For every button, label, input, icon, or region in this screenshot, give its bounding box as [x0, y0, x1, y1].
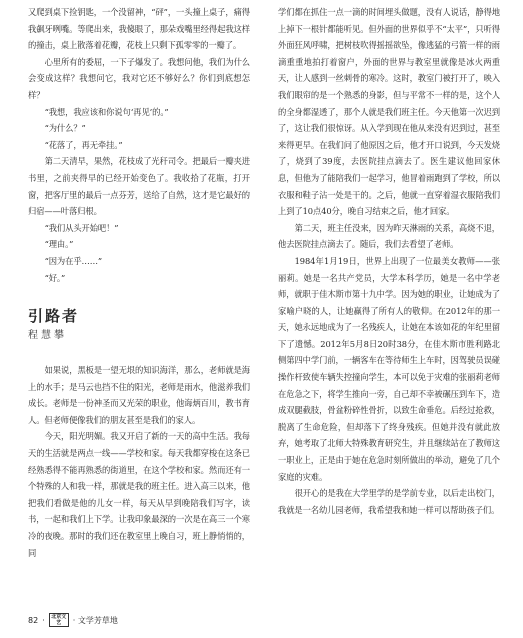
- page-number: 82: [28, 615, 39, 625]
- paragraph: 1984年1月19日，世界上出现了一位最美女教师——张丽莉。她是一名共产党员，大学本科学历，她是一名中学老师，就职于佳木斯市第十九中学。因为她的职业，让她成为了家喻户晓的人，让她赢得了所有人的敬仰。在2012年的那一天，她永远地成为了一名残疾人，让她在本该如花的年纪里留下了遗憾。2012年5月8日20时38分，在佳木斯市胜利路北侧第四中学门前，一辆客车在等待师生上车时，因驾驶员误碰操作杆致使车辆失控撞向学生，本可以免于灾难的张丽莉老师在危急之下，将学生推向一旁，自己却不幸被碾压到车下，造成双腿截肢，骨盆粉碎性骨折，以致生命垂危。后经过抢救，脱离了生命危险，但却落下了终身残疾。但她并没有就此放弃，她考取了北师大特殊教育研究生，并且继续站在了教师这一职业上，正是由于她在危急时刻所做出的举动，避免了几个家庭的灾难。: [278, 255, 500, 482]
- dialogue-line: “我想，我应该和你说句‘再见’的。”: [44, 106, 169, 117]
- section-label: · 文学芳草地: [72, 615, 118, 625]
- dialogue-line: “我们从头开始吧！”: [44, 222, 119, 233]
- paragraph: 很开心的是我在大学里学的是学前专业，以后走出校门，我就是一名幼儿园老师，我希望我和她一样可以帮助孩子们。: [278, 488, 500, 515]
- paragraph: 今天，阳光明媚。我又开启了新的一天的高中生活。我每天的生活就是两点一线——学校和家。每天我都穿梭在这条已经熟悉得不能再熟悉的街道里，在这个学校和家。然而还有一个特殊的人和我一样，那就是我的班主任。进入高三以来，他把我们看做是他的儿女一样，每天从早到晚陪我们写字，读书，一起和我们上下学。让我印象最深的一次是在高三一个寒冷的夜晚。那时的我们还在教室里上晚自习，班上静悄悄的，同: [28, 431, 250, 558]
- article-title: 引路者: [28, 307, 80, 326]
- dialogue-line: “为什么？”: [44, 123, 86, 134]
- article-author: 程慧攀: [28, 330, 67, 342]
- paragraph: 学们都在抓住一点一滴的时间埋头做题，没有人说话，静得地上掉下一根针都能听见。但外面的世界似乎不“太平”，只听得外面狂风呼啸，把树枝吹得摇摇欲坠，像逃猛的弓箭一样的雨滴重重地拍打着窗户，外面的世界与教室里就像是冰火两重天，让人感到一丝刺骨的寒冷。这时，教室门被打开了，映入我们眼帘的是一个熟悉的身影，但与平常不一样的是，这个人的全身都湿透了，那个人就是我们班主任。今天他第一次迟到了，这让我们很惊讶。从入学到现在他从来没有迟到过，甚至来得更早。在我们问了他原因之后，他才开口说到，今天发烧了，烧到了39度，去医院挂点滴去了。医生建议他回家休息，但他为了能陪我们一起学习，他冒着雨跑到了学校，所以衣服和鞋子沾一处是干的。之后，他就一直穿着湿衣服陪我们上到了10点40分，晚自习结束之后，他才回家。: [278, 7, 500, 217]
- paragraph: 心里所有的委屈，一下子爆发了。我想问他，我们为什么会变成这样？我想问它，我对它还不够好么？你们到底想怎样？: [28, 56, 250, 100]
- paragraph: 第二天，班主任没来，因为昨天淋雨的关系，高烧不退，他去医院挂点滴去了。随后，我们去看望了老师。: [278, 222, 500, 250]
- dialogue-line: “好。”: [44, 272, 66, 283]
- dialogue-line: “花落了，再无牵挂。”: [44, 139, 123, 150]
- paragraph: 第二天清早，果然，花枝成了光秆司令。把最后一瓣夹进书里，之前夹得早的已经开始变色了。我收拾了花瓶，打开窗，把客厅里的最后一点芬芳，送给了自然，这才是它最好的归宿——叶落归根。: [28, 156, 250, 217]
- dialogue-line: “因为在乎……”: [44, 255, 103, 266]
- bullet-separator: ·: [42, 615, 45, 625]
- left-column: [28, 4, 250, 561]
- paragraph: 又爬到桌下捡钥匙，一个没留神，“砰”，一头撞上桌子，痛得我飙牙咧嘴。等爬出来，我傻眼了，那朵戏嘴里经得起我这样的撞击，桌上散落着花瓣，花枝上只剩下孤零零的一瓣了。: [28, 7, 250, 51]
- dialogue-line: “理由。”: [44, 239, 74, 250]
- page-footer: [28, 612, 118, 628]
- right-column: [278, 4, 500, 518]
- paragraph: 如果说，黑板是一望无垠的知识海洋，那么，老师就是海上的水手；是马云也挡不住的阳光，老师是雨水，他滋养我们成长。老师是一份神圣而又光荣的职业，他诲炳百川，教书育人。但老师便像我们的朋友甚至是我们的家人。: [28, 365, 250, 425]
- magazine-logo: 北京文艺: [49, 613, 69, 627]
